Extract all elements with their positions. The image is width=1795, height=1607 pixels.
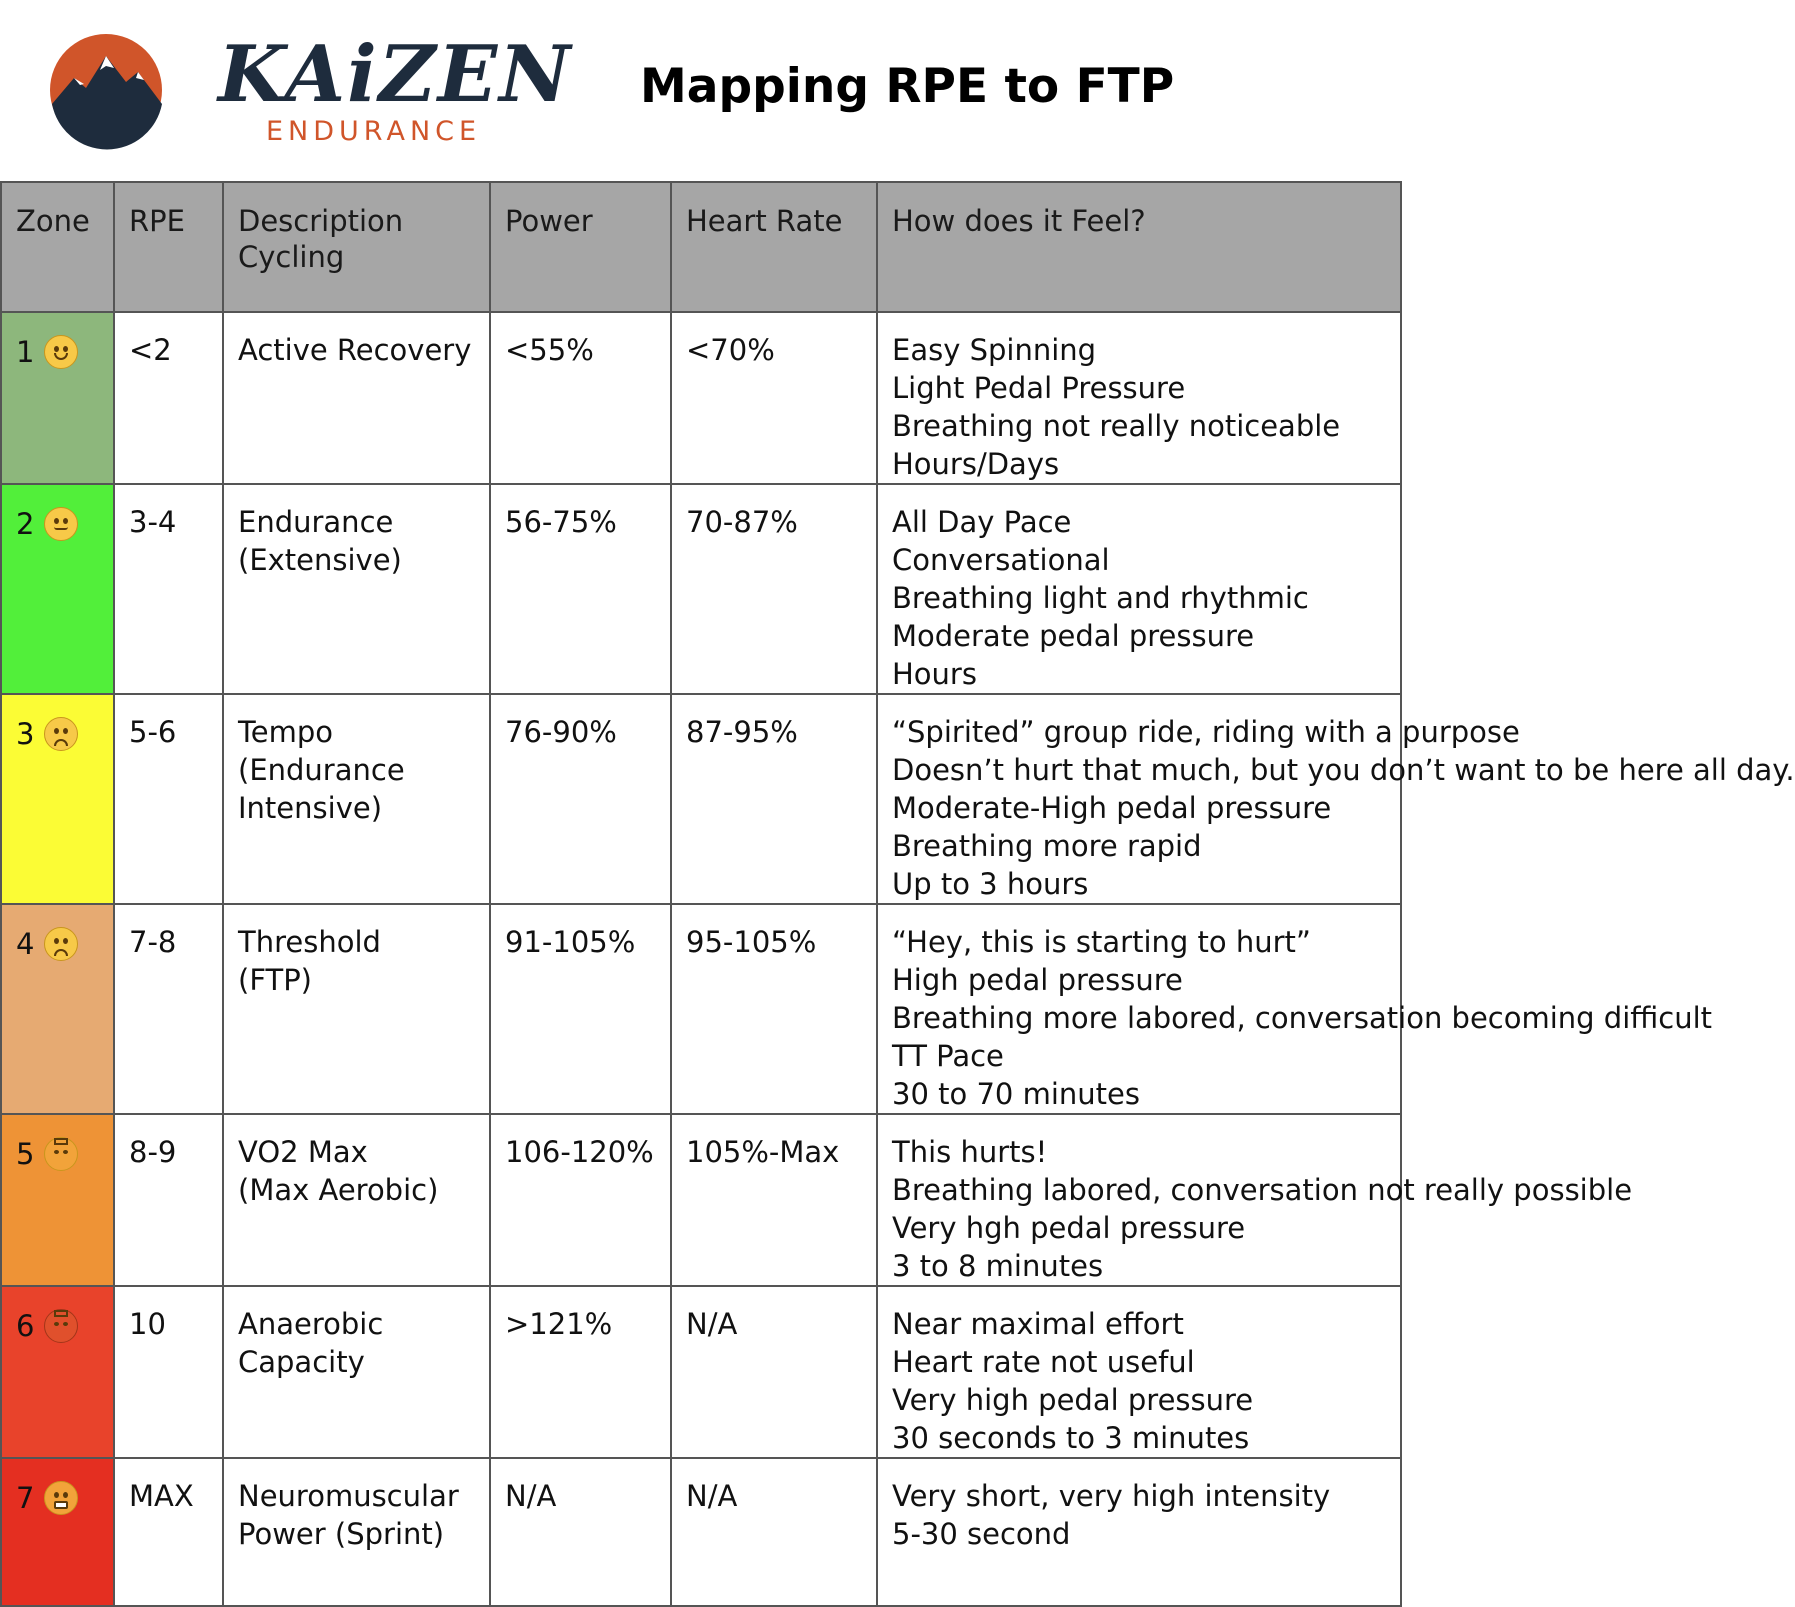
face-mouth xyxy=(54,1501,68,1509)
feel-cell xyxy=(877,312,1401,484)
table-row xyxy=(1,1114,1401,1286)
zone-cell xyxy=(1,904,114,1114)
feel-cell xyxy=(877,904,1713,1114)
feel-line: This hurts! xyxy=(892,1135,1048,1169)
feel-line: Moderate-High pedal pressure xyxy=(892,791,1332,825)
table-header-row xyxy=(1,182,1401,312)
description-cell xyxy=(223,904,490,1114)
power-cell: <55% xyxy=(490,312,671,484)
table-row xyxy=(1,1286,1401,1458)
heart-rate-cell: N/A xyxy=(671,1286,877,1458)
feel-line: Breathing light and rhythmic xyxy=(892,581,1309,615)
description-line: Endurance xyxy=(238,505,394,539)
zone-cell xyxy=(1,484,114,694)
heart-rate-cell: 95-105% xyxy=(671,904,877,1114)
feel-line: Breathing labored, conversation not really possible xyxy=(892,1173,1633,1207)
feel-line: 3 to 8 minutes xyxy=(892,1249,1104,1283)
zone-number: 7 xyxy=(16,1481,35,1515)
feel-line: TT Pace xyxy=(892,1039,1004,1073)
zone-number: 5 xyxy=(16,1137,35,1171)
zone-cell xyxy=(1,1458,114,1606)
table-row xyxy=(1,904,1401,1114)
power-cell: 56-75% xyxy=(490,484,671,694)
feel-line: Very hgh pedal pressure xyxy=(892,1211,1246,1245)
feel-line: Conversational xyxy=(892,543,1110,577)
description-line: (FTP) xyxy=(238,963,313,997)
feel-line: Breathing not really noticeable xyxy=(892,409,1341,443)
header-description xyxy=(223,182,490,312)
feel-line: “Hey, this is starting to hurt” xyxy=(892,925,1311,959)
feel-line: Hours/Days xyxy=(892,447,1060,481)
face-angry-icon xyxy=(44,1137,78,1171)
description-line: Neuromuscular xyxy=(238,1479,459,1513)
feel-line: Very short, very high intensity xyxy=(892,1479,1331,1513)
description-line: Capacity xyxy=(238,1345,365,1379)
table-row xyxy=(1,484,1401,694)
description-cell xyxy=(223,312,490,484)
description-line: (Endurance xyxy=(238,753,405,787)
header-zone: Zone xyxy=(1,182,114,312)
feel-line: Moderate pedal pressure xyxy=(892,619,1255,653)
heart-rate-cell: 105%-Max xyxy=(671,1114,877,1286)
brand-subtitle: ENDURANCE xyxy=(266,116,482,147)
description-cell xyxy=(223,1458,490,1606)
feel-cell xyxy=(877,1458,1401,1606)
heart-rate-cell: 70-87% xyxy=(671,484,877,694)
zone-cell xyxy=(1,1114,114,1286)
feel-line: Breathing more labored, conversation becoming difficult xyxy=(892,1001,1713,1035)
header-power: Power xyxy=(490,182,671,312)
header-description-line1: Description xyxy=(238,204,404,238)
table-row xyxy=(1,1458,1401,1606)
kaizen-logo xyxy=(48,24,573,154)
header-rpe: RPE xyxy=(114,182,223,312)
feel-line: Breathing more rapid xyxy=(892,829,1202,863)
zone-number: 6 xyxy=(16,1309,35,1343)
feel-cell xyxy=(877,484,1401,694)
power-cell: >121% xyxy=(490,1286,671,1458)
zone-number: 4 xyxy=(16,927,35,961)
feel-line: Easy Spinning xyxy=(892,333,1097,367)
rpe-cell: 8-9 xyxy=(114,1114,223,1286)
rpe-ftp-table xyxy=(0,181,1795,1607)
feel-line: Doesn’t hurt that much, but you don’t want to be here all day. xyxy=(892,753,1795,787)
rpe-cell: 3-4 xyxy=(114,484,223,694)
description-line: Active Recovery xyxy=(238,333,472,367)
feel-line: Near maximal effort xyxy=(892,1307,1184,1341)
power-cell: N/A xyxy=(490,1458,671,1606)
zone-number: 2 xyxy=(16,507,35,541)
face-frown-icon xyxy=(44,927,78,961)
feel-line: Hours xyxy=(892,657,977,691)
feel-line: 30 to 70 minutes xyxy=(892,1077,1140,1111)
rpe-cell: 10 xyxy=(114,1286,223,1458)
description-line: (Max Aerobic) xyxy=(238,1173,439,1207)
feel-line: Very high pedal pressure xyxy=(892,1383,1254,1417)
feel-line: High pedal pressure xyxy=(892,963,1183,997)
feel-line: All Day Pace xyxy=(892,505,1072,539)
power-cell: 91-105% xyxy=(490,904,671,1114)
face-mouth xyxy=(54,739,68,746)
feel-line: Up to 3 hours xyxy=(892,867,1089,901)
face-grimace-icon xyxy=(44,1481,78,1515)
mountain-sun-icon xyxy=(48,30,168,150)
power-cell: 106-120% xyxy=(490,1114,671,1286)
brand-name: KAiZEN xyxy=(218,29,573,120)
description-cell xyxy=(223,1286,490,1458)
table-row xyxy=(1,694,1401,904)
description-line: Power (Sprint) xyxy=(238,1517,445,1551)
zone-number: 1 xyxy=(16,335,35,369)
description-line: (Extensive) xyxy=(238,543,402,577)
rpe-cell: 5-6 xyxy=(114,694,223,904)
rpe-cell: 7-8 xyxy=(114,904,223,1114)
face-mouth xyxy=(54,353,68,360)
zone-number: 3 xyxy=(16,717,35,751)
feel-cell xyxy=(877,1114,1633,1286)
feel-line: Heart rate not useful xyxy=(892,1345,1195,1379)
heart-rate-cell: <70% xyxy=(671,312,877,484)
feel-cell xyxy=(877,1286,1401,1458)
power-cell: 76-90% xyxy=(490,694,671,904)
face-mouth xyxy=(54,949,68,956)
table-row xyxy=(1,312,1401,484)
zone-cell xyxy=(1,312,114,484)
description-cell xyxy=(223,484,490,694)
description-line: Tempo xyxy=(238,715,334,749)
page-header xyxy=(0,0,1400,180)
feel-cell xyxy=(877,694,1795,904)
header-description-line2: Cycling xyxy=(238,240,345,274)
feel-line: “Spirited” group ride, riding with a purpose xyxy=(892,715,1520,749)
face-mouth xyxy=(54,1138,68,1145)
feel-line: 30 seconds to 3 minutes xyxy=(892,1421,1250,1455)
face-rage-icon xyxy=(44,1309,78,1343)
description-line: Intensive) xyxy=(238,791,383,825)
description-line: Anaerobic xyxy=(238,1307,384,1341)
feel-line: Light Pedal Pressure xyxy=(892,371,1186,405)
heart-rate-cell: N/A xyxy=(671,1458,877,1606)
feel-line: 5-30 second xyxy=(892,1517,1071,1551)
description-line: VO2 Max xyxy=(238,1135,368,1169)
header-heart-rate: Heart Rate xyxy=(671,182,877,312)
face-mouth xyxy=(54,1310,68,1317)
face-frown-icon xyxy=(44,717,78,751)
face-slight-icon xyxy=(44,507,78,541)
face-mouth xyxy=(54,527,68,530)
zone-cell xyxy=(1,694,114,904)
heart-rate-cell: 87-95% xyxy=(671,694,877,904)
description-cell xyxy=(223,1114,490,1286)
rpe-cell: <2 xyxy=(114,312,223,484)
description-line: Threshold xyxy=(238,925,381,959)
header-feel: How does it Feel? xyxy=(877,182,1401,312)
page-title: Mapping RPE to FTP xyxy=(640,59,1175,114)
face-smile-icon xyxy=(44,335,78,369)
description-cell xyxy=(223,694,490,904)
zone-cell xyxy=(1,1286,114,1458)
rpe-cell: MAX xyxy=(114,1458,223,1606)
